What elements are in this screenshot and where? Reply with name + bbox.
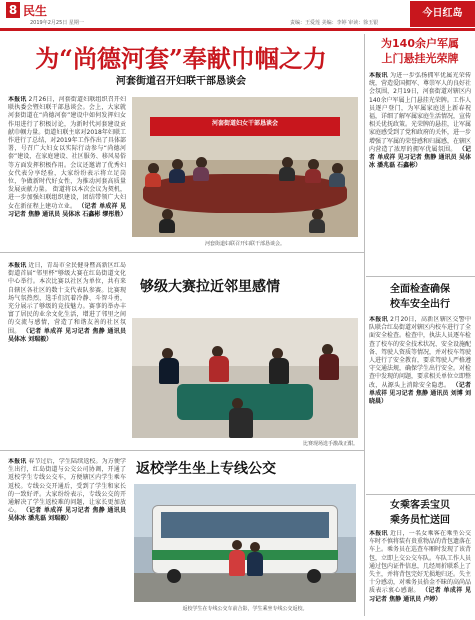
story-right2-title-line2: 校车安全出行: [390, 299, 450, 310]
bus-photo: [134, 484, 356, 602]
story-right3-body: [369, 530, 471, 616]
story-mid-lead: 本报讯: [8, 262, 27, 269]
attendee-body: [305, 169, 321, 183]
player-body: [319, 354, 339, 380]
story-right1-lead: 本报讯: [369, 72, 388, 79]
attendee-body: [169, 169, 185, 183]
story-right3-title-line1: 女乘客丢宝贝: [390, 500, 450, 511]
story-right1-credit: （记者 单成祥 见习记者 焦静 通讯员 吴体冰 潘兆磊 石鑫彬）: [369, 145, 471, 170]
card-game-caption: 比赛现场选手激战正酣。: [302, 441, 358, 447]
story-mid-text: 近日，青岛市全民健身暨高新区红岛街道首届“邻里杯”够级大赛在红岛街道文化中心举行。本次比赛以社区为单位，共有来自辖区各社区的数十支代表队参赛。比赛现场气氛热烈，选手们沉着冷静、斗智斗勇，充分展示了够级的竞技魅力。赛事的举办丰富了居民的业余文化生活，增进了邻里之间的交流与感情，营造了和谐友善的社区氛围。: [8, 262, 126, 335]
story-right3-title: [368, 498, 472, 528]
meeting-photo: [132, 97, 358, 237]
story-right2-title: [368, 282, 472, 312]
main-article-paragraph-2: 街道将以本次会议为契机，进一步加强妇联组织建设，团结带领广大妇女在新征程上建功立业。: [8, 186, 126, 210]
attendee-body: [279, 167, 295, 181]
main-article-lead: 本报讯: [8, 96, 27, 103]
bus-wheel: [307, 569, 321, 583]
student-body: [229, 550, 245, 576]
story-right1-title-line2: 上门悬挂光荣牌: [381, 52, 459, 65]
story-right2-title-line1: 全面检查确保: [390, 284, 450, 295]
story-bottom-title: 返校学生坐上专线公交: [136, 461, 276, 477]
attendee-body: [159, 219, 175, 233]
bus-photo-caption: 返校学生在专线公交车前合影，学生乘坐专线公交返校。: [182, 606, 308, 612]
main-article-body: [8, 96, 126, 244]
main-subheadline: 河套街道召开妇联干部恳谈会: [116, 76, 246, 87]
attendee-body: [193, 167, 209, 181]
main-article-credit: （记者 单成祥 见习记者 焦静 通讯员 吴体冰 石鑫彬 缪彤胜）: [8, 202, 126, 218]
story-bottom-text: 春节过后，学生陆续返校。为方便学生出行，红岛街道与公交公司协调，开通了返校学生专线公交车，方便辖区内学生乘车返校。专线公交开通后，受到了学生和家长的一致好评。大家纷纷表示，专线公交的开通解决了学生返校难的问题，让家长更加放心。: [8, 458, 126, 515]
story-mid-body: [8, 262, 126, 448]
story-right2-lead: 本报讯: [369, 316, 388, 323]
story-bottom-credit: （记者 单成祥 见习记者 焦静 通讯员 吴体冰 潘兆磊 刘瑞毅）: [8, 507, 126, 523]
issue-date: 2019年2月25日 星期一: [30, 20, 84, 26]
attendee-body: [145, 173, 161, 187]
player-body: [159, 358, 179, 384]
masthead: [0, 0, 475, 30]
editors-line: 责编：王爱莲 美编：李婷 审读：徐玉银: [290, 20, 379, 26]
story-mid-credit: （记者 单成祥 见习记者 焦静 通讯员 吴体冰 刘瑞毅）: [8, 327, 126, 343]
header-rule: [0, 28, 475, 31]
player-body: [269, 358, 289, 384]
story-right2-credit: （记者 单成祥 见习记者 焦静 通讯员 刘博 刘晓晨）: [369, 381, 471, 406]
section-divider: [0, 450, 364, 451]
story-right2-text: 2月20日，高新区辖区交警中队联合红岛街道对辖区内校车进行了全面安全检查。检查中，执法人员逐车检查了校车的安全技术状况、安全设施配备、驾驶人资质等情况，并对校车驾驶人进行了安全教育，要求驾驶人严格遵守交通法规，确保学生出行安全。对检查中发现的问题，要求相关单位立即整改，从源头上消除安全隐患。: [369, 316, 471, 389]
story-right2-body: [369, 316, 471, 492]
story-bottom-body: [8, 458, 126, 616]
section-name: 民生: [23, 4, 48, 18]
player-body: [229, 408, 253, 438]
student-body: [247, 552, 263, 576]
story-right1-title: [368, 36, 472, 66]
story-mid-title: 够级大赛拉近邻里感情: [140, 279, 280, 295]
student-head: [232, 540, 242, 550]
story-right3-credit: （记者 单成祥 见习记者 焦静 通讯员 卢婷）: [369, 587, 471, 603]
section-divider: [366, 494, 475, 495]
attendee-body: [329, 173, 345, 187]
bus-windows: [161, 512, 330, 538]
story-bottom-lead: 本报讯: [8, 458, 27, 465]
card-game-photo: [132, 318, 358, 438]
story-right1-title-line1: 为140余户军属: [381, 37, 459, 50]
player-body: [209, 356, 229, 382]
meeting-banner: 河套街道妇女干部恳谈会: [150, 117, 340, 137]
story-right1-text: 为进一步弘扬拥军优属光荣传统，营造爱国拥军、尊崇军人的良好社会氛围，2月19日，河套街道对辖区内140余户军属上门悬挂光荣牌。工作人员逐户登门，为军属家庭送上新春祝福，详细了解军属家庭生活情况，宣传相关优抚政策。光荣牌的悬挂，让军属家庭感受到了党和政府的关怀，进一步增强了军属的荣誉感和归属感，在辖区内营造了浓厚的拥军优属氛围。: [369, 72, 471, 153]
main-article-paragraph-1: 2月26日，河套街道妇联组织召开妇联执委会暨妇联干部恳谈会。会上，大家就河套街道在“尚德河套”建设中如何发挥妇女作用进行了积极讨论，为新时代河套建设贡献巾帼力量。街道妇联主席对2018年妇联工作进行了总结，对2019年工作作出了具体部署，号召广大妇女以实际行动参与“尚德河套”建设，在家庭建设、社区服务、移风易俗等方面发挥积极作用。会议还邀请了优秀妇女代表分享经验，大家纷纷表示将立足岗位，争做新时代好女性，为推动河套高质量发展贡献力量。: [8, 96, 126, 194]
section-divider: [0, 252, 364, 253]
student-head: [250, 542, 260, 552]
newspaper-brand: 今日红岛: [410, 1, 475, 27]
attendee-body: [309, 219, 325, 233]
story-right1-body: [369, 72, 471, 268]
column-divider: [364, 34, 365, 616]
section-divider: [366, 276, 475, 277]
story-right3-title-line2: 乘务员忙送回: [390, 515, 450, 526]
page-number: 8: [6, 2, 20, 18]
meeting-photo-caption: 河套街道妇联召开妇联干部恳谈会。: [204, 241, 285, 247]
story-right3-lead: 本报讯: [369, 530, 388, 537]
main-headline: 为“尚德河套”奉献巾帼之力: [35, 44, 327, 73]
story-right3-text: 近日，一名女乘客在乘坐公交车时不慎将装有贵重物品的背包遗落在车上。乘务员在巡查车厢时发现了该背包，立即上交公交车队。车队工作人员通过包内证件信息，几经周折联系上了失主，并将背包完好无损地归还。失主十分感动，对乘务员拾金不昧的高尚品质表示衷心感谢。: [369, 530, 471, 595]
